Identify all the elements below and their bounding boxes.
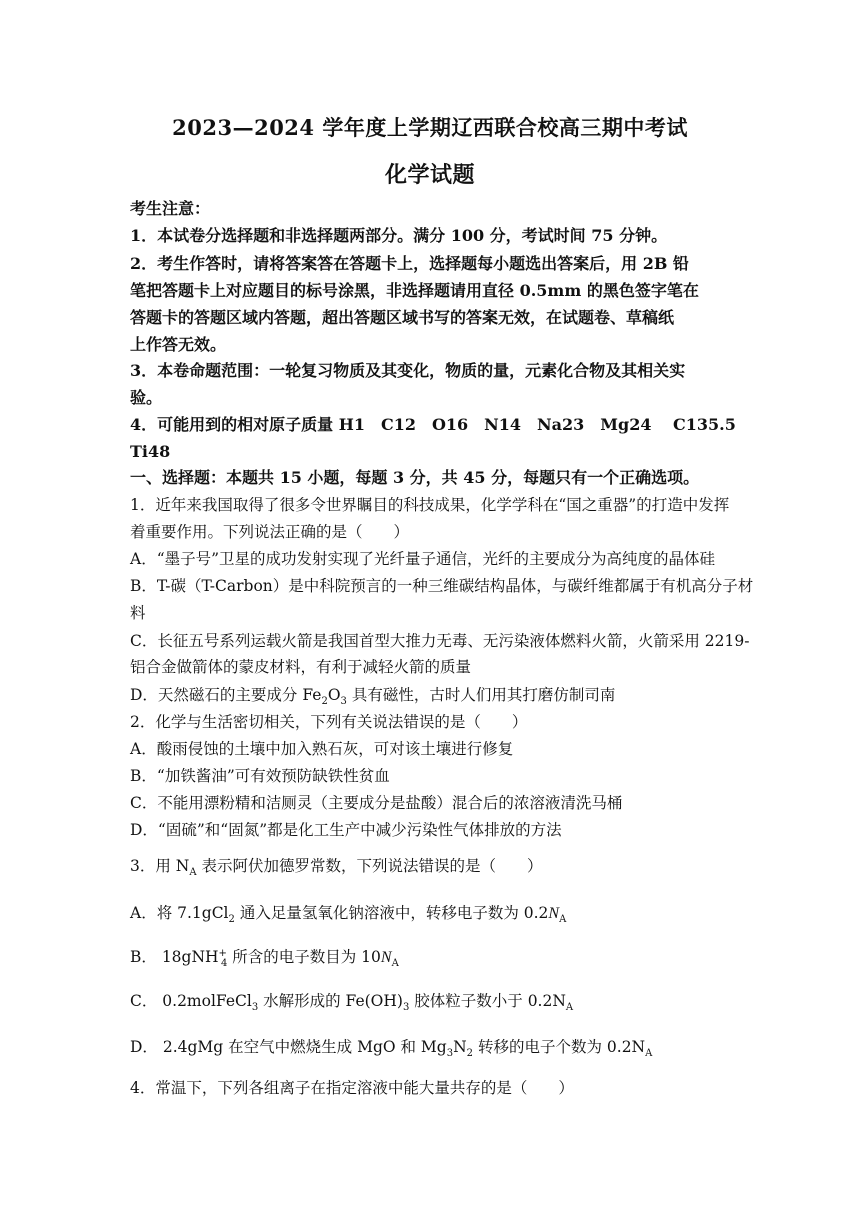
- notice-line: 验。: [130, 388, 163, 407]
- notice-line: Ti48: [130, 442, 171, 461]
- notice-line: 4．可能用到的相对原子质量 H1 C12 O16 N14 Na23 Mg24 C135.5: [130, 415, 736, 434]
- notice-heading: 考生注意：: [130, 199, 211, 218]
- option-d: D．“固硫”和“固氮”都是化工生产中减少污染性气体排放的方法: [130, 821, 562, 839]
- section-heading: 一、选择题：本题共 15 小题，每题 3 分，共 45 分，每题只有一个正确选项。: [130, 468, 700, 487]
- option-b-cont: 料: [130, 604, 146, 622]
- exam-subtitle: 化学试题: [384, 162, 475, 188]
- option-a: A．将 7.1gCl$_2$ 通入足量氢氧化钠溶液中，转移电子数为 $0.2N_A$: [130, 904, 567, 926]
- option-a: A．“墨子号”卫星的成功发射实现了光纤量子通信，光纤的主要成分为高纯度的晶体硅: [130, 550, 716, 568]
- option-d: D． 2.4gMg 在空气中燃烧生成 MgO 和 $Mg_3N_2$ 转移的电子个数为 $0.2N_A$: [130, 1038, 653, 1060]
- notice-line: 2．考生作答时，请将答案答在答题卡上，选择题每小题选出答案后，用 2B 铅: [130, 254, 689, 273]
- question-stem: 2．化学与生活密切相关，下列有关说法错误的是（ ）: [130, 713, 528, 731]
- option-c-cont: 铝合金做箭体的蒙皮材料，有利于减轻火箭的质量: [130, 658, 472, 676]
- question-stem: 3．用 $N_A$ 表示阿伏加德罗常数，下列说法错误的是（ ）: [130, 857, 543, 879]
- option-a: A．酸雨侵蚀的土壤中加入熟石灰，可对该土壤进行修复: [130, 740, 514, 758]
- notice-line: 上作答无效。: [130, 335, 227, 354]
- notice-line: 笔把答题卡上对应题目的标号涂黑，非选择题请用直径 0.5mm 的黑色签字笔在: [130, 281, 699, 300]
- option-c: C． 0.2molFeCl$_3$ 水解形成的 $Fe(OH)_3$ 胶体粒子数小于 $0.2N_A$: [130, 992, 574, 1014]
- option-b: B． 18gNH+$_4$ 所含的电子数目为 $10N_A$: [130, 947, 399, 970]
- option-b: B．“加铁酱油”可有效预防缺铁性贫血: [130, 767, 390, 785]
- question-stem: 4．常温下，下列各组离子在指定溶液中能大量共存的是（ ）: [130, 1079, 574, 1097]
- notice-line: 答题卡的答题区域内答题，超出答题区域书写的答案无效，在试题卷、草稿纸: [130, 308, 675, 327]
- exam-title: 2023—2024 学年度上学期辽西联合校高三期中考试: [172, 115, 688, 140]
- option-b: B．T-碳（T-Carbon）是中科院预言的一种三维碳结构晶体，与碳纤维都属于有机高分子材: [130, 577, 754, 595]
- notice-line: 3．本卷命题范围：一轮复习物质及其变化，物质的量，元素化合物及其相关实: [130, 361, 686, 380]
- option-c: C．长征五号系列运载火箭是我国首型大推力无毒、无污染液体燃料火箭，火箭采用 2219-: [130, 632, 750, 650]
- notice-line: 1．本试卷分选择题和非选择题两部分。满分 100 分，考试时间 75 分钟。: [130, 226, 668, 245]
- question-stem: 1．近年来我国取得了很多令世界瞩目的科技成果，化学学科在“国之重器”的打造中发挥: [130, 496, 730, 514]
- option-d: D．天然磁石的主要成分 $Fe_2O_3$ 具有磁性，古时人们用其打磨仿制司南: [130, 686, 616, 708]
- question-stem: 着重要作用。下列说法正确的是（ ）: [130, 523, 410, 541]
- option-c: C．不能用漂粉精和洁厕灵（主要成分是盐酸）混合后的浓溶液清洗马桶: [130, 794, 623, 812]
